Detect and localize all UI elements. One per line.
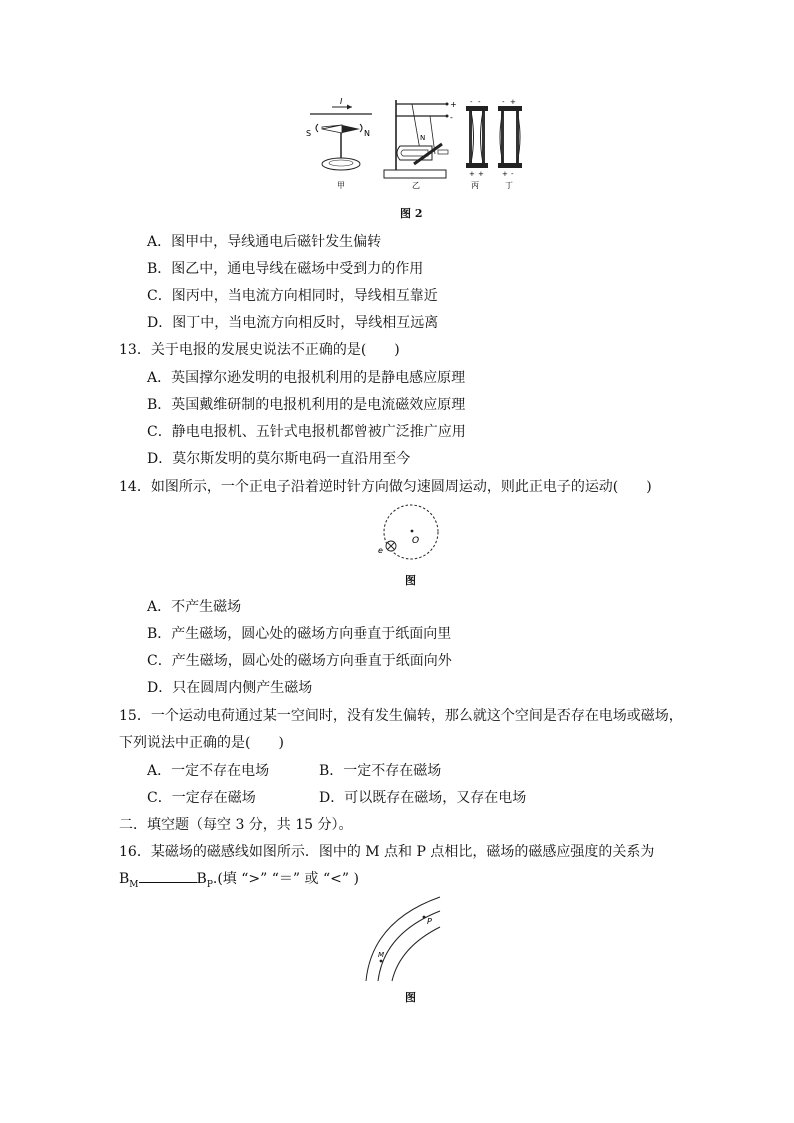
minus-label-yi: - — [450, 113, 453, 122]
panel-bing — [466, 98, 488, 190]
q13-stem: 13．关于电报的发展史说法不正确的是( ) — [119, 342, 400, 358]
pole-s-label: S — [306, 129, 312, 138]
answer-blank[interactable] — [139, 870, 197, 883]
figure-2-illustration — [302, 98, 532, 193]
point-m-label: M — [378, 951, 385, 959]
pole-n-label-yi: N — [420, 134, 426, 142]
panel-jia — [306, 97, 372, 190]
minus-top-left-ding: - — [502, 98, 505, 106]
q14-circle-figure — [374, 503, 444, 568]
q14-figure-caption: 图 — [405, 574, 416, 587]
q15-option-b: B．一定不存在磁场 — [319, 763, 442, 779]
charge-e-label: e — [378, 546, 383, 555]
plus-bottom-right-bing: + — [478, 170, 484, 178]
b-m-symbol: B — [119, 871, 130, 887]
point-p-label: P — [427, 917, 432, 926]
q16-stem: 16．某磁场的磁感线如图所示．图中的 M 点和 P 点相比，磁场的磁感应强度的关系为 — [119, 844, 655, 860]
q16-tail: .(填 “>” “＝” 或 “<” ) — [212, 871, 359, 887]
minus-top-right-bing: - — [478, 98, 481, 106]
q12-option-d: D．图丁中，当电流方向相反时，导线相互远离 — [147, 315, 439, 331]
plus-bottom-left-bing: + — [469, 170, 475, 178]
q15-stem-line1: 15．一个运动电荷通过某一空间时，没有发生偏转，那么就这个空间是否存在电场或磁场， — [119, 708, 683, 724]
q13-option-a: A．英国撑尔逊发明的电报机利用的是静电感应原理 — [147, 370, 466, 386]
minus-top-left-bing: - — [470, 98, 473, 106]
q16-figure-caption: 图 — [405, 991, 416, 1004]
q13-option-d: D．莫尔斯发明的莫尔斯电码一直沿用至今 — [147, 451, 411, 467]
q12-option-b: B．图乙中，通电导线在磁场中受到力的作用 — [147, 261, 424, 277]
label-jia: 甲 — [337, 181, 345, 190]
plus-bottom-left-ding: + — [502, 170, 508, 178]
q14-option-c: C．产生磁场，圆心处的磁场方向垂直于纸面向外 — [147, 653, 452, 669]
b-m-subscript: M — [129, 879, 139, 890]
q15-option-d: D．可以既存在磁场，又存在电场 — [319, 790, 527, 806]
q15-stem-line2: 下列说法中正确的是( ) — [119, 735, 284, 751]
minus-bottom-right-ding: - — [511, 170, 514, 178]
label-ding: 丁 — [505, 181, 513, 190]
figure-2-caption: 图 2 — [400, 207, 423, 220]
b-p-symbol: B — [196, 871, 207, 887]
pole-n-label: N — [364, 129, 370, 138]
label-yi: 乙 — [412, 181, 420, 190]
center-o-label: O — [412, 536, 420, 546]
q12-option-c: C．图丙中，当电流方向相同时，导线相互靠近 — [147, 288, 438, 304]
label-bing: 丙 — [471, 181, 479, 190]
q15-option-c: C．一定存在磁场 — [147, 790, 256, 806]
q16-field-lines-figure — [362, 893, 442, 983]
q13-option-c: C．静电电报机、五针式电报机都曾被广泛推广应用 — [147, 424, 466, 440]
plus-label-yi: + — [450, 100, 457, 109]
q14-option-b: B．产生磁场，圆心处的磁场方向垂直于纸面向里 — [147, 626, 452, 642]
q13-option-b: B．英国戴维研制的电报机利用的是电流磁效应原理 — [147, 397, 466, 413]
b-p-subscript: P — [206, 879, 213, 890]
section-2-heading: 二．填空题（每空 3 分，共 15 分）。 — [119, 817, 353, 833]
panel-ding — [498, 98, 522, 190]
current-label: I — [340, 97, 343, 106]
plus-top-right-ding: + — [510, 98, 516, 106]
q16-answer-line — [119, 869, 359, 895]
panel-yi — [384, 100, 457, 190]
q12-option-a: A．图甲中，导线通电后磁针发生偏转 — [147, 234, 382, 250]
q15-option-a: A．一定不存在电场 — [147, 763, 270, 779]
q14-option-d: D．只在圆周内侧产生磁场 — [147, 680, 313, 696]
q14-option-a: A．不产生磁场 — [147, 599, 242, 615]
q14-stem: 14．如图所示，一个正电子沿着逆时针方向做匀速圆周运动，则此正电子的运动( ) — [119, 479, 652, 495]
